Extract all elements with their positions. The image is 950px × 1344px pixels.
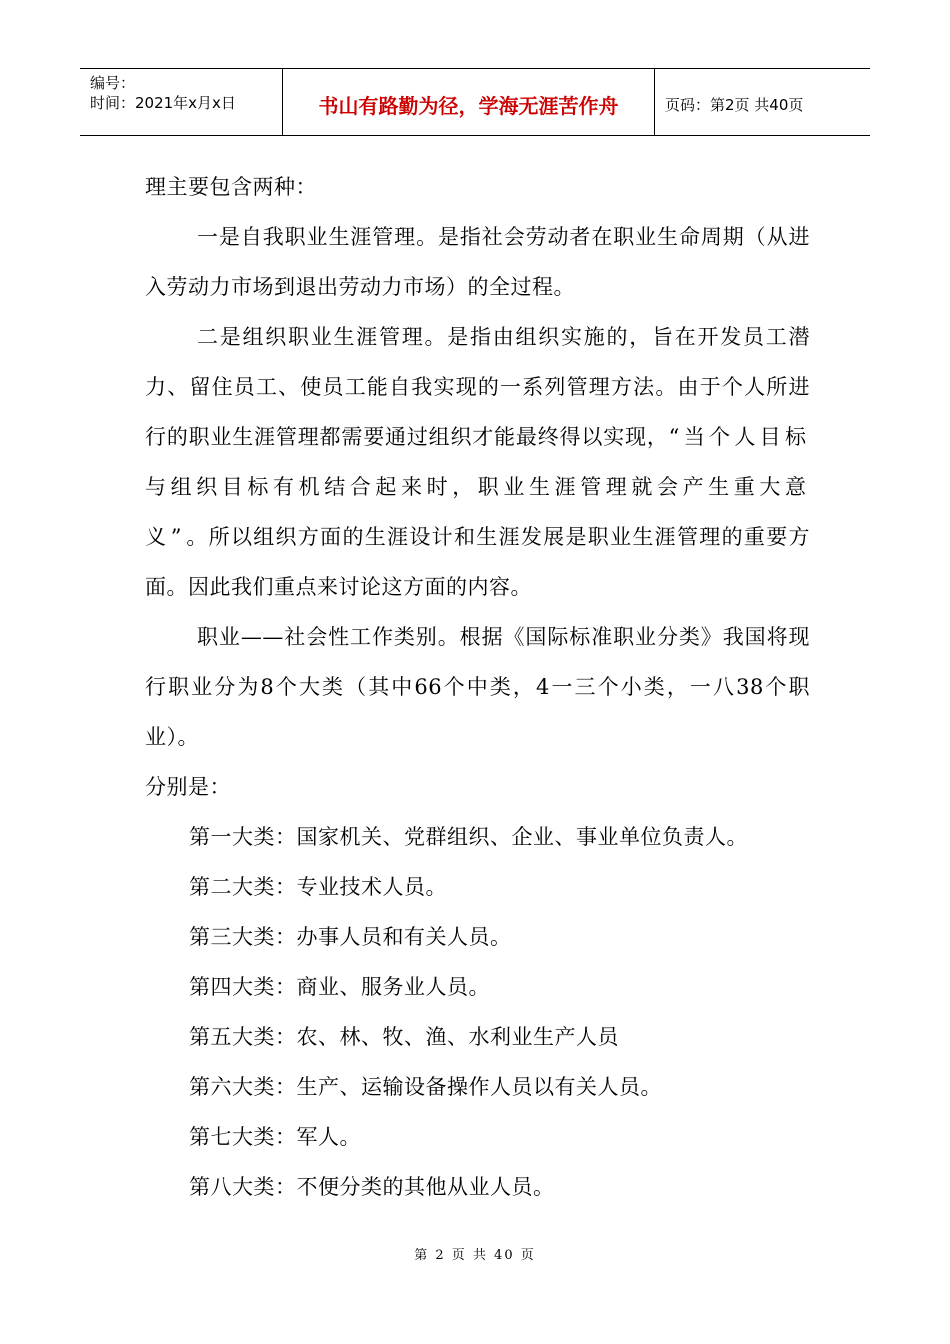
header-motto: 书山有路勤为径，学海无涯苦作舟: [283, 69, 655, 135]
paragraph-org-career-c: 。所以组织方面的生涯设计和生涯发展是职业生涯管理的重要方面。因此我们重点来讨论这方面的内容。: [145, 525, 810, 599]
list-item: 第三大类：办事人员和有关人员。: [189, 925, 512, 949]
list-item: 第六大类：生产、运输设备操作人员以有关人员。: [189, 1075, 662, 1099]
paragraph-org-career: [145, 312, 810, 612]
page-header: [80, 68, 870, 136]
paragraph-occupation: 职业——社会性工作类别。根据《国际标准职业分类》我国将现行职业分为8个大类（其中66个中类，4一三个小类，一八38个职业）。: [145, 625, 810, 749]
header-meta: [80, 69, 283, 135]
document-date: 时间：2021年x月x日: [90, 94, 236, 112]
paragraph-intro: 理主要包含两种：: [145, 175, 317, 199]
paragraph-org-career-a: 二是组织职业生涯管理。是指由组织实施的，旨在开发员工潜力、留住员工、使员工能自我实现的一系列管理方法。由于个人所进行的职业生涯管理都需要通过组织才能最终得以实现，: [145, 325, 810, 449]
list-item: 第八大类：不便分类的其他从业人员。: [189, 1175, 555, 1199]
header-page-info: 页码：第2页 共40页: [665, 95, 804, 114]
page-footer: 第 2 页 共 40 页: [414, 1248, 536, 1263]
list-item: 第一大类：国家机关、党群组织、企业、事业单位负责人。: [189, 825, 748, 849]
document-body: [145, 162, 810, 1212]
quoted-text: “当个人目标与组织目标有机结合起来时，职业生涯管理就会产生重大意义”: [145, 425, 810, 549]
paragraph-list-intro: 分别是：: [145, 775, 231, 799]
document-number: 编号：: [90, 74, 136, 92]
list-item: 第五大类：农、林、牧、渔、水利业生产人员: [189, 1025, 619, 1049]
list-item: 第二大类：专业技术人员。: [189, 875, 447, 899]
list-item: 第四大类：商业、服务业人员。: [189, 975, 490, 999]
paragraph-self-career: 一是自我职业生涯管理。是指社会劳动者在职业生命周期（从进入劳动力市场到退出劳动力市场）的全过程。: [145, 225, 810, 299]
list-item: 第七大类：军人。: [189, 1125, 361, 1149]
